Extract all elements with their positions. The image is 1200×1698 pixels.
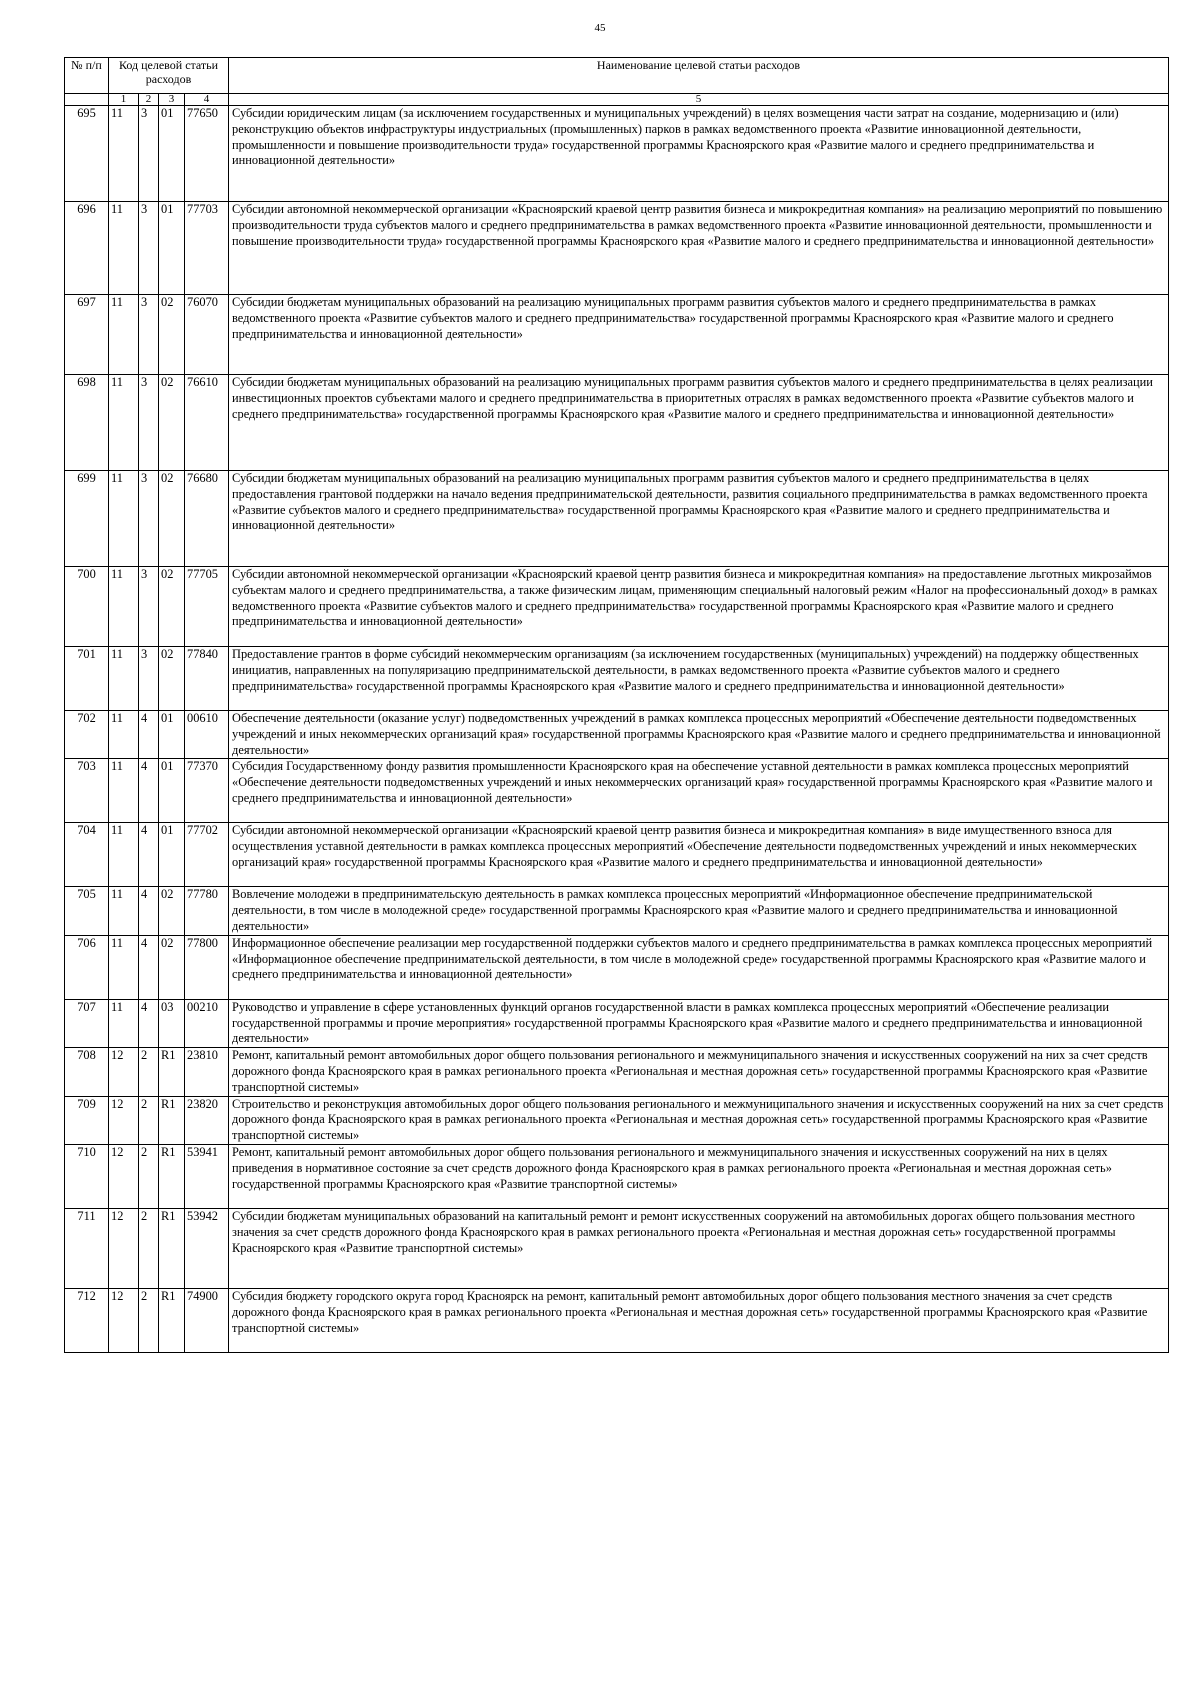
code-part-3: 02: [159, 935, 185, 999]
code-part-3: 02: [159, 471, 185, 567]
code-part-2: 4: [139, 935, 159, 999]
code-part-3: 03: [159, 999, 185, 1047]
code-part-1: 12: [109, 1144, 139, 1208]
code-part-1: 11: [109, 471, 139, 567]
table-row: [65, 471, 1169, 567]
code-part-4: 53942: [185, 1208, 229, 1288]
table-row: [65, 999, 1169, 1047]
expense-name: Субсидии бюджетам муниципальных образований на реализацию муниципальных программ развития субъектов малого и среднего предпринимательства в рамках ведомственного проекта «Развитие субъектов малого и среднего предпринимательства» государственной программы Красноярского края «Развитие малого и среднего предпринимательства и инновационной деятельности»: [229, 295, 1169, 375]
code-part-1: 11: [109, 375, 139, 471]
code-part-3: 01: [159, 106, 185, 202]
expense-name: Субсидия Государственному фонду развития промышленности Красноярского края на обеспечение уставной деятельности в рамках комплекса процессных мероприятий «Обеспечение деятельности подведомственных учреждений и иных некоммерческих организаций края» государственной программы Красноярского края «Развитие малого и среднего предпринимательства и инновационной деятельности»: [229, 759, 1169, 823]
expense-name: Информационное обеспечение реализации мер государственной поддержки субъектов малого и среднего предпринимательства в рамках комплекса процессных мероприятий «Информационное обеспечение предпринимательской деятельности, в том числе в молодежной среде» государственной программы Красноярского края «Развитие малого и среднего предпринимательства и инновационной деятельности»: [229, 935, 1169, 999]
expense-name: Субсидии бюджетам муниципальных образований на капитальный ремонт и ремонт искусственных сооружений на автомобильных дорогах общего пользования местного значения за счет средств дорожного фонда Красноярского края в рамках регионального проекта «Региональная и местная дорожная сеть» государственной программы Красноярского края «Развитие транспортной системы»: [229, 1208, 1169, 1288]
index-cell: [65, 94, 109, 106]
table-row: [65, 935, 1169, 999]
code-part-1: 11: [109, 647, 139, 711]
code-part-2: 4: [139, 711, 159, 759]
code-part-2: 3: [139, 106, 159, 202]
row-number: 699: [65, 471, 109, 567]
code-part-3: 01: [159, 823, 185, 887]
code-part-3: 02: [159, 887, 185, 935]
code-part-2: 3: [139, 647, 159, 711]
code-part-2: 4: [139, 759, 159, 823]
table-row: [65, 1048, 1169, 1096]
expense-name: Обеспечение деятельности (оказание услуг) подведомственных учреждений в рамках комплекса процессных мероприятий «Обеспечение деятельности подведомственных учреждений и иных некоммерческих организаций края» государственной программы Красноярского края «Развитие малого и среднего предпринимательства и инновационной деятельности»: [229, 711, 1169, 759]
row-number: 711: [65, 1208, 109, 1288]
table-row: [65, 1144, 1169, 1208]
row-number: 710: [65, 1144, 109, 1208]
code-part-3: R1: [159, 1096, 185, 1144]
table-row: [65, 295, 1169, 375]
expense-name: Субсидии автономной некоммерческой организации «Красноярский краевой центр развития бизнеса и микрокредитная компания» на предоставление льготных микрозаймов субъектам малого и среднего предпринимательства, а также физическим лицам, применяющим специальный налоговый режим «Налог на профессиональный доход» в рамках ведомственного проекта «Развитие субъектов малого и среднего предпринимательства» государственной программы Красноярского края «Развитие малого и среднего предпринимательства и инновационной деятельности»: [229, 567, 1169, 647]
code-part-1: 12: [109, 1208, 139, 1288]
table-row: [65, 1208, 1169, 1288]
code-part-4: 23820: [185, 1096, 229, 1144]
row-number: 698: [65, 375, 109, 471]
code-part-4: 23810: [185, 1048, 229, 1096]
code-part-1: 11: [109, 935, 139, 999]
row-number: 704: [65, 823, 109, 887]
code-part-4: 74900: [185, 1288, 229, 1352]
row-number: 703: [65, 759, 109, 823]
code-part-1: 11: [109, 823, 139, 887]
table-row: [65, 106, 1169, 202]
code-part-2: 3: [139, 471, 159, 567]
row-number: 695: [65, 106, 109, 202]
code-part-1: 11: [109, 295, 139, 375]
expense-name: Субсидии бюджетам муниципальных образований на реализацию муниципальных программ развития субъектов малого и среднего предпринимательства в целях предоставления грантовой поддержки на начало ведения предпринимательской деятельности, развития социального предпринимательства в рамках ведомственного проекта «Развитие субъектов малого и среднего предпринимательства» государственной программы Красноярского края «Развитие малого и среднего предпринимательства и инновационной деятельности»: [229, 471, 1169, 567]
expense-name: Субсидии автономной некоммерческой организации «Красноярский краевой центр развития бизнеса и микрокредитная компания» в виде имущественного взноса для осуществления уставной деятельности в рамках комплекса процессных мероприятий «Обеспечение деятельности подведомственных учреждений и иных некоммерческих организаций края» государственной программы Красноярского края «Развитие малого и среднего предпринимательства и инновационной деятельности»: [229, 823, 1169, 887]
table-row: [65, 759, 1169, 823]
row-number: 697: [65, 295, 109, 375]
code-part-4: 77703: [185, 202, 229, 295]
row-number: 709: [65, 1096, 109, 1144]
header-number: № п/п: [65, 58, 109, 94]
index-cell: 3: [159, 94, 185, 106]
code-part-3: 01: [159, 711, 185, 759]
code-part-4: 77370: [185, 759, 229, 823]
expense-name: Субсидии автономной некоммерческой организации «Красноярский краевой центр развития бизнеса и микрокредитная компания» на реализацию мероприятий по повышению производительности труда субъектов малого и среднего предпринимательства в рамках ведомственного проекта «Развитие инновационной деятельности, промышленности и повышение производительности труда» государственной программы Красноярского края «Развитие малого и среднего предпринимательства и инновационной деятельности»: [229, 202, 1169, 295]
table-row: [65, 823, 1169, 887]
table-row: [65, 567, 1169, 647]
code-part-2: 2: [139, 1048, 159, 1096]
table-row: [65, 711, 1169, 759]
page-number: 45: [594, 22, 606, 34]
table-row: [65, 887, 1169, 935]
expense-name: Строительство и реконструкция автомобильных дорог общего пользования регионального и межмуниципального значения и искусственных сооружений на них за счет средств дорожного фонда Красноярского края в рамках регионального проекта «Региональная и местная дорожная сеть» государственной программы Красноярского края «Развитие транспортной системы»: [229, 1096, 1169, 1144]
code-part-2: 4: [139, 823, 159, 887]
code-part-1: 12: [109, 1288, 139, 1352]
row-number: 705: [65, 887, 109, 935]
code-part-3: R1: [159, 1208, 185, 1288]
target-expense-table: [64, 57, 1169, 1353]
row-number: 707: [65, 999, 109, 1047]
code-part-4: 53941: [185, 1144, 229, 1208]
code-part-3: 02: [159, 375, 185, 471]
code-part-4: 77840: [185, 647, 229, 711]
row-number: 700: [65, 567, 109, 647]
code-part-4: 77650: [185, 106, 229, 202]
code-part-1: 12: [109, 1096, 139, 1144]
row-number: 708: [65, 1048, 109, 1096]
code-part-3: 02: [159, 647, 185, 711]
code-part-2: 2: [139, 1288, 159, 1352]
expense-name: Предоставление грантов в форме субсидий некоммерческим организациям (за исключением государственных (муниципальных) учреждений) на поддержку общественных инициатив, направленных на популяризацию предпринимательской деятельности, в рамках ведомственного проекта «Развитие субъектов малого и среднего предпринимательства» государственной программы Красноярского края «Развитие малого и среднего предпринимательства и инновационной деятельности»: [229, 647, 1169, 711]
code-part-3: 02: [159, 295, 185, 375]
expense-name: Ремонт, капитальный ремонт автомобильных дорог общего пользования регионального и межмуниципального значения и искусственных сооружений на них в целях приведения в нормативное состояние за счет средств дорожного фонда Красноярского края в рамках регионального проекта «Региональная и местная дорожная сеть» государственной программы Красноярского края «Развитие транспортной системы»: [229, 1144, 1169, 1208]
code-part-2: 3: [139, 295, 159, 375]
expense-name: Ремонт, капитальный ремонт автомобильных дорог общего пользования регионального и межмуниципального значения и искусственных сооружений на них за счет средств дорожного фонда Красноярского края в рамках регионального проекта «Региональная и местная дорожная сеть» государственной программы Красноярского края «Развитие транспортной системы»: [229, 1048, 1169, 1096]
expense-name: Субсидии бюджетам муниципальных образований на реализацию муниципальных программ развития субъектов малого и среднего предпринимательства в целях реализации инвестиционных проектов субъектами малого и среднего предпринимательства в приоритетных отраслях в рамках ведомственного проекта «Развитие субъектов малого и среднего предпринимательства» государственной программы Красноярского края «Развитие малого и среднего предпринимательства и инновационной деятельности»: [229, 375, 1169, 471]
index-cell: 2: [139, 94, 159, 106]
code-part-4: 00210: [185, 999, 229, 1047]
code-part-4: 77800: [185, 935, 229, 999]
code-part-1: 11: [109, 567, 139, 647]
table-row: [65, 1096, 1169, 1144]
code-part-4: 76680: [185, 471, 229, 567]
code-part-1: 11: [109, 759, 139, 823]
code-part-1: 11: [109, 887, 139, 935]
code-part-1: 11: [109, 711, 139, 759]
code-part-1: 11: [109, 202, 139, 295]
expense-name: Вовлечение молодежи в предпринимательскую деятельность в рамках комплекса процессных мероприятий «Информационное обеспечение предпринимательской деятельности, в том числе в молодежной среде» государственной программы Красноярского края «Развитие малого и среднего предпринимательства и инновационной деятельности»: [229, 887, 1169, 935]
code-part-4: 76070: [185, 295, 229, 375]
index-cell: 4: [185, 94, 229, 106]
code-part-2: 4: [139, 999, 159, 1047]
code-part-3: R1: [159, 1288, 185, 1352]
code-part-2: 2: [139, 1096, 159, 1144]
code-part-4: 77705: [185, 567, 229, 647]
code-part-2: 2: [139, 1144, 159, 1208]
row-number: 696: [65, 202, 109, 295]
code-part-1: 12: [109, 1048, 139, 1096]
expense-name: Субсидия бюджету городского округа город Красноярск на ремонт, капитальный ремонт автомобильных дорог общего пользования местного значения за счет средств дорожного фонда Красноярского края в рамках регионального проекта «Региональная и местная дорожная сеть» государственной программы Красноярского края «Развитие транспортной системы»: [229, 1288, 1169, 1352]
code-part-4: 76610: [185, 375, 229, 471]
header-code: Код целевой статьи расходов: [109, 58, 229, 94]
code-part-3: 01: [159, 759, 185, 823]
table-row: [65, 375, 1169, 471]
code-part-1: 11: [109, 106, 139, 202]
index-cell: 5: [229, 94, 1169, 106]
header-name: Наименование целевой статьи расходов: [229, 58, 1169, 94]
code-part-3: R1: [159, 1048, 185, 1096]
table-row: [65, 1288, 1169, 1352]
code-part-1: 11: [109, 999, 139, 1047]
code-part-2: 3: [139, 567, 159, 647]
row-number: 701: [65, 647, 109, 711]
index-cell: 1: [109, 94, 139, 106]
code-part-4: 77780: [185, 887, 229, 935]
code-part-2: 2: [139, 1208, 159, 1288]
row-number: 712: [65, 1288, 109, 1352]
code-part-3: 02: [159, 567, 185, 647]
code-part-2: 4: [139, 887, 159, 935]
code-part-2: 3: [139, 202, 159, 295]
row-number: 706: [65, 935, 109, 999]
table-row: [65, 647, 1169, 711]
table-row: [65, 202, 1169, 295]
row-number: 702: [65, 711, 109, 759]
code-part-3: R1: [159, 1144, 185, 1208]
expense-name: Руководство и управление в сфере установленных функций органов государственной власти в рамках комплекса процессных мероприятий «Обеспечение реализации государственной программы и прочие мероприятия» государственной программы Красноярского края «Развитие малого и среднего предпринимательства и инновационной деятельности»: [229, 999, 1169, 1047]
code-part-2: 3: [139, 375, 159, 471]
code-part-4: 00610: [185, 711, 229, 759]
expense-name: Субсидии юридическим лицам (за исключением государственных и муниципальных учреждений) в целях возмещения части затрат на создание, модернизацию и (или) реконструкцию объектов инфраструктуры индустриальных (промышленных) парков в рамках ведомственного проекта «Развитие инновационной деятельности, промышленности и повышение производительности труда» государственной программы Красноярского края «Развитие малого и среднего предпринимательства и инновационной деятельности»: [229, 106, 1169, 202]
code-part-4: 77702: [185, 823, 229, 887]
code-part-3: 01: [159, 202, 185, 295]
